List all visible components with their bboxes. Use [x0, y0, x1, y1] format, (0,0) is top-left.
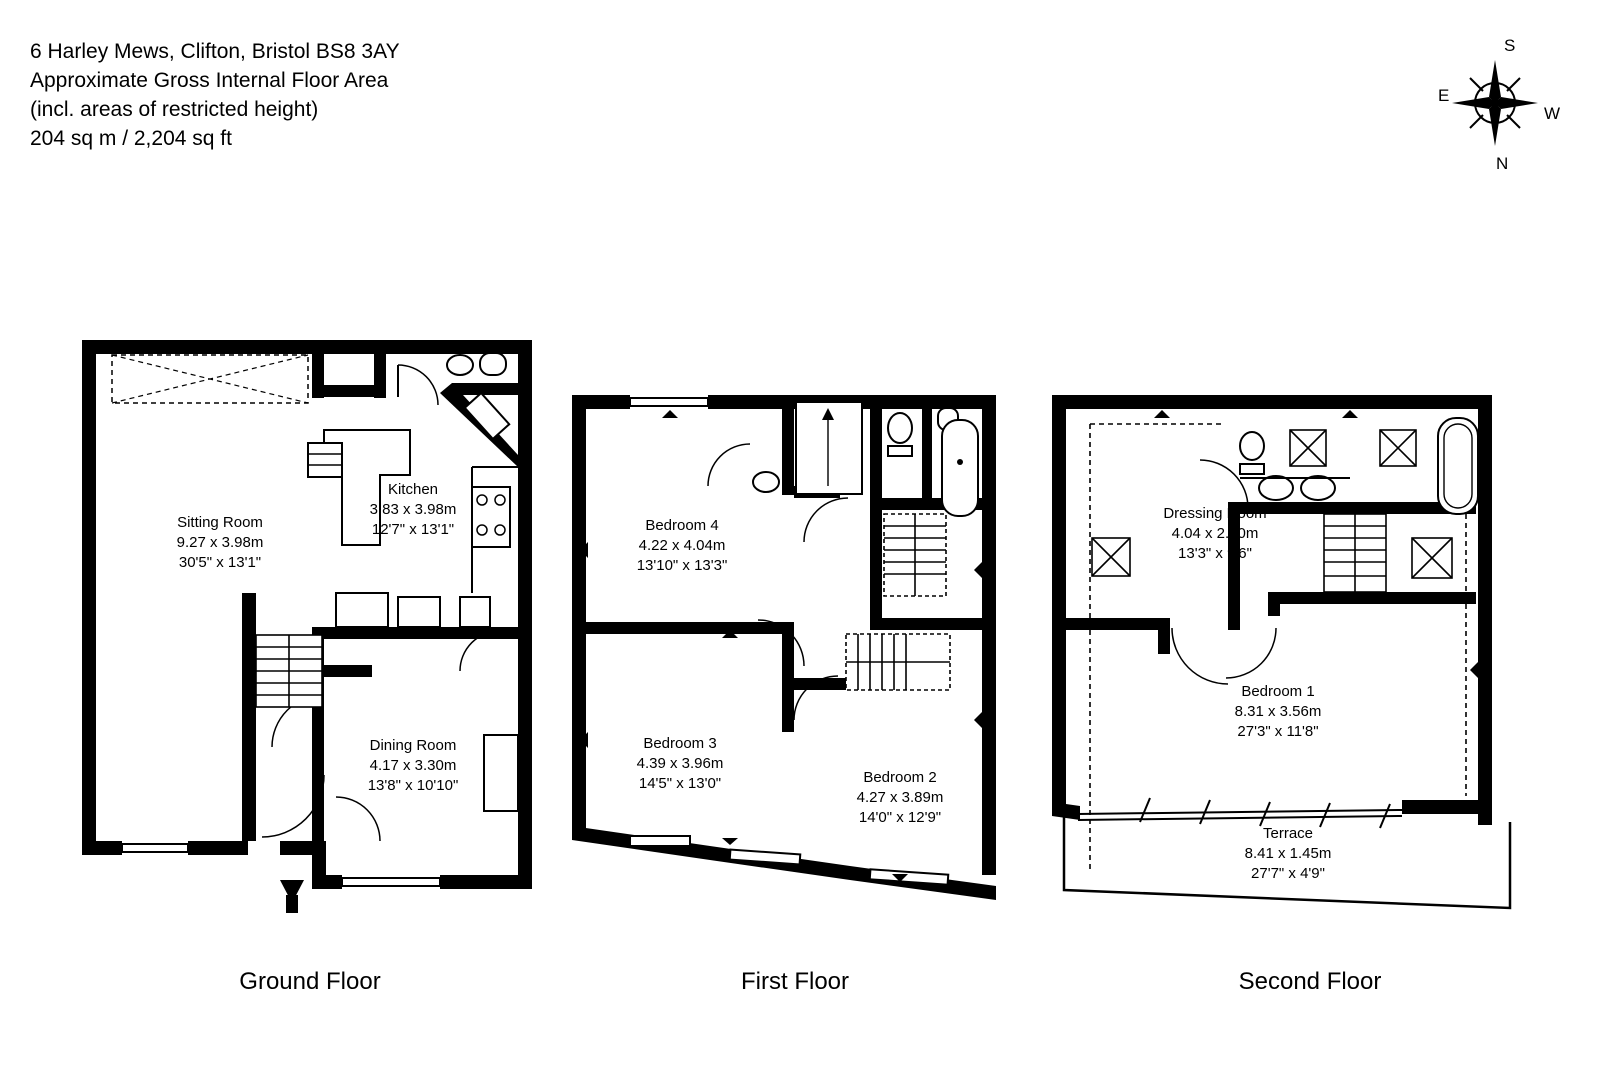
floor-caption-second: Second Floor: [1238, 968, 1382, 995]
room-label-bedroom2-metric: 4.27 x 3.89m: [856, 789, 944, 806]
room-label-bedroom1-name: Bedroom 1: [1241, 683, 1315, 700]
room-label-terrace-imperial: 27'7" x 4'9": [1251, 865, 1325, 882]
property-address: 6 Harley Mews, Clifton, Bristol BS8 3AY: [30, 40, 400, 63]
room-label-sitting-room-name: Sitting Room: [177, 514, 263, 531]
compass-rose: [1430, 36, 1561, 173]
room-label-dining-room-name: Dining Room: [369, 737, 457, 754]
room-label-bedroom3-imperial: 14'5" x 13'0": [638, 775, 722, 792]
floor-caption-first: First Floor: [741, 968, 849, 995]
room-label-bedroom2-imperial: 14'0" x 12'9": [858, 809, 942, 826]
compass-label-east: E: [1438, 86, 1450, 105]
room-label-dining-room-metric: 4.17 x 3.30m: [369, 757, 457, 774]
compass-label-south: S: [1504, 36, 1516, 55]
room-label-dining-room-imperial: 13'8" x 10'10": [367, 777, 459, 794]
room-label-dressing-room-name: Dressing Room: [1163, 505, 1267, 522]
total-floor-area: 204 sq m / 2,204 sq ft: [30, 126, 232, 150]
area-label-line2: (incl. areas of restricted height): [30, 97, 319, 121]
room-label-bedroom4-name: Bedroom 4: [645, 517, 719, 534]
room-label-kitchen-metric: 3.83 x 3.98m: [369, 501, 457, 518]
room-label-sitting-room-metric: 9.27 x 3.98m: [176, 534, 264, 551]
second-floor-plan: [1050, 390, 1520, 930]
floor-caption-ground: Ground Floor: [239, 968, 381, 995]
title-block: [30, 38, 400, 154]
ground-floor-plan: [80, 335, 550, 925]
room-label-dressing-room-imperial: 13'3" x 9'6": [1178, 545, 1252, 562]
compass-label-west: W: [1544, 104, 1561, 123]
room-label-dressing-room-metric: 4.04 x 2.90m: [1171, 525, 1259, 542]
first-floor-plan: [570, 390, 1020, 930]
room-label-kitchen-name: Kitchen: [387, 481, 439, 498]
room-label-bedroom4-metric: 4.22 x 4.04m: [638, 537, 726, 554]
room-label-bedroom3-name: Bedroom 3: [643, 735, 717, 752]
room-label-bedroom2-name: Bedroom 2: [863, 769, 937, 786]
room-label-sitting-room-imperial: 30'5" x 13'1": [178, 554, 262, 571]
room-label-kitchen-imperial: 12'7" x 13'1": [371, 521, 455, 538]
room-label-bedroom1-metric: 8.31 x 3.56m: [1234, 703, 1322, 720]
room-label-bedroom3-metric: 4.39 x 3.96m: [636, 755, 724, 772]
room-label-bedroom4-imperial: 13'10" x 13'3": [636, 557, 728, 574]
room-label-terrace-name: Terrace: [1262, 825, 1314, 842]
area-label-line1: Approximate Gross Internal Floor Area: [30, 68, 389, 92]
compass-label-north: N: [1496, 154, 1509, 173]
room-label-bedroom1-imperial: 27'3" x 11'8": [1237, 723, 1319, 740]
room-label-terrace-metric: 8.41 x 1.45m: [1244, 845, 1332, 862]
